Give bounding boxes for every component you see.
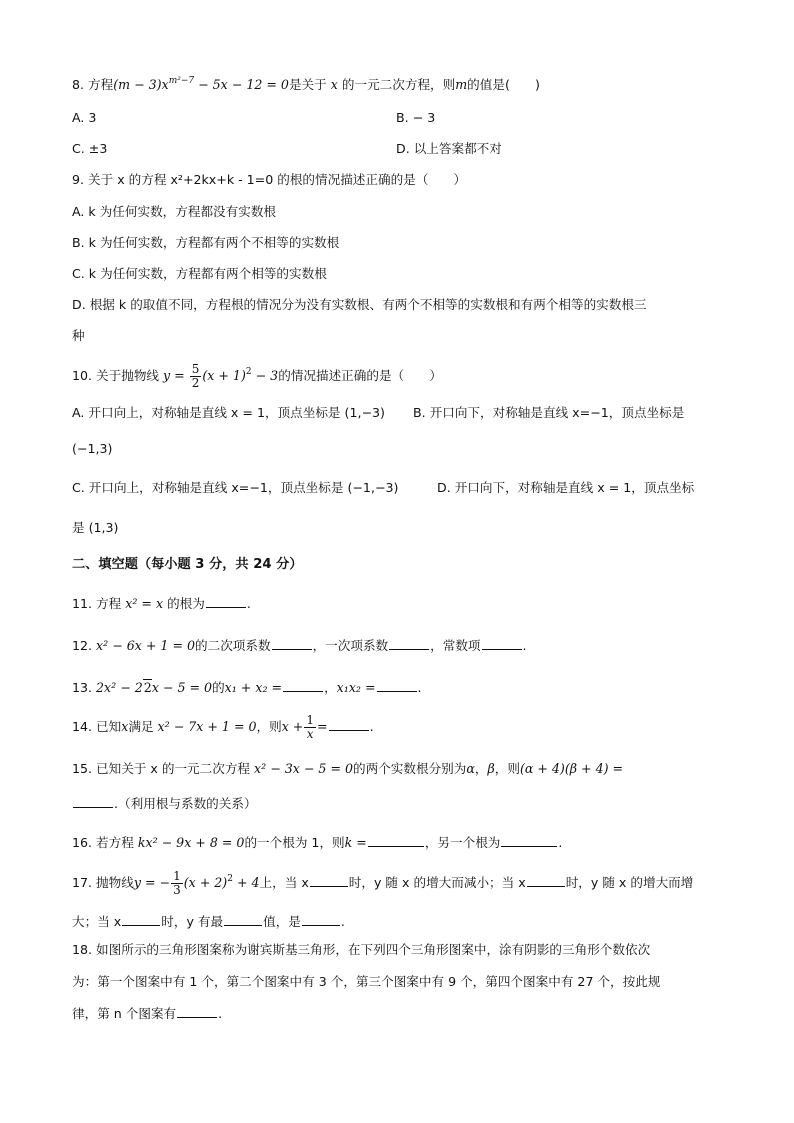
answer-blank[interactable] xyxy=(224,912,262,926)
q9-option-d-cont: 种 xyxy=(72,328,85,343)
q17-fraction xyxy=(171,870,183,897)
q8-equation-part: (m − 3)x xyxy=(113,77,169,92)
q12-equation: x² − 6x + 1 = 0 xyxy=(96,638,196,653)
q17-equation-part: + 4 xyxy=(232,875,260,890)
q8-number: 8. xyxy=(72,77,85,92)
q13-sqrt: 2 xyxy=(143,680,152,695)
answer-blank[interactable] xyxy=(73,794,113,808)
q8-option-c: C. ±3 xyxy=(72,141,108,156)
q14-expression: x + xyxy=(281,719,304,734)
q8-stem xyxy=(72,72,540,94)
q14-stem xyxy=(72,712,374,742)
q8-text: 方程 xyxy=(88,77,114,92)
q10-equation-part: − 3 xyxy=(251,368,279,383)
answer-blank[interactable] xyxy=(377,678,417,692)
q14-text: ，则 xyxy=(256,719,282,734)
q15-equation: x² − 3x − 5 = 0 xyxy=(254,761,354,776)
q12-text: . xyxy=(522,638,527,653)
q14-fraction xyxy=(304,714,316,741)
q17-cont xyxy=(72,912,345,931)
q17-text: . xyxy=(340,914,345,929)
q15-beta: β xyxy=(487,761,495,776)
q8-var: x xyxy=(330,77,338,92)
q13-text: 13. xyxy=(72,680,93,695)
q18-text: . xyxy=(218,1006,223,1021)
q15-text: ，则 xyxy=(494,761,520,776)
q10-text: 10. 关于抛物线 xyxy=(72,368,160,383)
q9-option-d: D. 根据 k 的取值不同，方程根的情况分为没有实数根、有两个不相等的实数根和有两个相等的实数根三 xyxy=(72,297,647,312)
answer-blank[interactable] xyxy=(310,873,348,887)
q10-option-d: D. 开口向下，对称轴是直线 x = 1，顶点坐标 xyxy=(437,480,695,495)
answer-blank[interactable] xyxy=(527,873,565,887)
answer-blank[interactable] xyxy=(206,594,246,608)
q12-text: 的二次项系数 xyxy=(195,638,271,653)
q9-option-b: B. k 为任何实数，方程都有两个不相等的实数根 xyxy=(72,235,340,250)
q12-text: 12. xyxy=(72,638,93,653)
q10-option-b: B. 开口向下，对称轴是直线 x=−1，顶点坐标是 xyxy=(413,405,685,420)
q10-text: 的情况描述正确的是（ ） xyxy=(278,368,442,383)
q17-equation-part: y = − xyxy=(133,875,171,890)
answer-blank[interactable] xyxy=(177,1004,217,1018)
q16-text: ，另一个根为 xyxy=(424,835,501,850)
q17-text: 时，y 随 x 的增大而增 xyxy=(565,875,694,890)
q8-text: 的一元二次方程，则 xyxy=(341,77,456,92)
q9-option-a: A. k 为任何实数，方程都没有实数根 xyxy=(72,204,277,219)
q14-equals: = xyxy=(317,719,328,734)
fraction-denominator: x xyxy=(306,727,314,741)
q16-text: . xyxy=(558,835,563,850)
answer-blank[interactable] xyxy=(501,833,557,847)
q17-text: 时，y 随 x 的增大而减小；当 x xyxy=(348,875,526,890)
q16-equation: kx² − 9x + 8 = 0 xyxy=(137,835,245,850)
q8-text: 的值是( ) xyxy=(467,77,540,92)
answer-blank[interactable] xyxy=(302,912,340,926)
q10-equation-part: (x + 1) xyxy=(202,368,246,383)
q18-stem-cont2 xyxy=(72,1004,222,1023)
q13-equation-part: 2x² − 2 xyxy=(96,680,143,695)
q11-text: . xyxy=(246,596,251,611)
q15-text: .（利用根与系数的关系） xyxy=(114,796,257,811)
q8-option-a: A. 3 xyxy=(72,110,97,125)
q16-text: 的一个根为 1，则 xyxy=(244,835,345,850)
q8-option-b: B. − 3 xyxy=(396,110,436,125)
q17-exponent: 2 xyxy=(227,874,233,884)
q15-expression: (α + 4)(β + 4) = xyxy=(519,761,624,776)
q10-option-a: A. 开口向上，对称轴是直线 x = 1，顶点坐标是 (1,−3) xyxy=(72,405,385,420)
q10-option-c: C. 开口向上，对称轴是直线 x=−1，顶点坐标是 (−1,−3) xyxy=(72,480,399,495)
q9-stem: 9. 关于 x 的方程 x²+2kx+k - 1=0 的根的情况描述正确的是（ ） xyxy=(72,172,467,187)
q8-option-d: D. 以上答案都不对 xyxy=(396,141,502,156)
q13-text: . xyxy=(417,680,422,695)
q15-alpha: α xyxy=(466,761,475,776)
q13-text: 的 xyxy=(212,680,225,695)
q11-text: 的根为 xyxy=(167,596,205,611)
answer-blank[interactable] xyxy=(389,636,429,650)
q17-text: 大；当 x xyxy=(72,914,122,929)
q15-text: 15. 已知关于 x 的一元二次方程 xyxy=(72,761,251,776)
q11-text: 11. 方程 xyxy=(72,596,122,611)
fraction-numerator: 1 xyxy=(173,869,181,883)
q14-var: x xyxy=(121,719,129,734)
q17-text: 值，是 xyxy=(263,914,301,929)
q8-exponent: m²−7 xyxy=(168,76,195,86)
q14-text: . xyxy=(369,719,374,734)
q10-stem xyxy=(72,358,442,390)
q12-text: ，一次项系数 xyxy=(312,638,389,653)
q10-option-b-cont: (−1,3) xyxy=(72,441,113,456)
q13-product: x₁x₂ = xyxy=(336,680,376,695)
q8-text: 是关于 xyxy=(288,77,327,92)
q13-sum: x₁ + x₂ = xyxy=(224,680,283,695)
q14-equation: x² − 7x + 1 = 0 xyxy=(157,719,257,734)
fraction-numerator: 1 xyxy=(306,713,315,727)
q9-option-c: C. k 为任何实数，方程都有两个相等的实数根 xyxy=(72,266,327,281)
q11-equation: x² = x xyxy=(125,596,164,611)
answer-blank[interactable] xyxy=(368,833,424,847)
q10-equation-part: y = xyxy=(163,368,185,383)
q8-var: m xyxy=(455,77,468,92)
q17-text: 上，当 x xyxy=(259,875,309,890)
q18-stem-cont: 为：第一个图案中有 1 个，第二个图案中有 3 个，第三个图案中有 9 个，第四个图案中有 27 个，按此规 xyxy=(72,974,661,989)
q10-fraction xyxy=(190,363,202,390)
q12-text: ，常数项 xyxy=(430,638,481,653)
q13-stem xyxy=(72,678,422,697)
q17-stem xyxy=(72,864,693,898)
answer-blank[interactable] xyxy=(272,636,312,650)
q16-k: k = xyxy=(344,835,367,850)
fraction-denominator: 2 xyxy=(191,376,200,390)
q13-equation-part: x − 5 = 0 xyxy=(151,680,213,695)
fraction-denominator: 3 xyxy=(173,883,181,897)
q11-stem xyxy=(72,594,251,613)
q14-text: 满足 xyxy=(128,719,154,734)
q18-text: 律，第 n 个图案有 xyxy=(72,1006,177,1021)
q15-text: 的两个实数根分别为 xyxy=(353,761,467,776)
q12-stem xyxy=(72,636,527,655)
section-title: 二、填空题（每小题 3 分，共 24 分） xyxy=(72,557,303,572)
q16-stem xyxy=(72,833,562,852)
answer-blank[interactable] xyxy=(329,717,369,731)
q10-exponent: 2 xyxy=(245,367,252,377)
q17-equation-part: (x + 2) xyxy=(183,875,228,890)
q10-option-d-cont: 是 (1,3) xyxy=(72,520,119,535)
q18-stem: 18. 如图所示的三角形图案称为谢宾斯基三角形，在下列四个三角形图案中，涂有阴影的三角形个数依次 xyxy=(72,942,651,957)
q14-text: 14. 已知 xyxy=(72,719,122,734)
q17-text: 17. 抛物线 xyxy=(72,875,134,890)
q16-text: 16. 若方程 xyxy=(72,835,134,850)
q8-equation-part: − 5x − 12 = 0 xyxy=(194,77,289,92)
q17-text: 时，y 有最 xyxy=(161,914,224,929)
q15-cont xyxy=(72,794,257,813)
q15-stem xyxy=(72,760,623,778)
answer-blank[interactable] xyxy=(283,678,323,692)
answer-blank[interactable] xyxy=(482,636,522,650)
q13-text: ， xyxy=(324,680,337,695)
q15-text: ， xyxy=(474,761,488,776)
fraction-numerator: 5 xyxy=(191,362,200,376)
answer-blank[interactable] xyxy=(122,912,160,926)
